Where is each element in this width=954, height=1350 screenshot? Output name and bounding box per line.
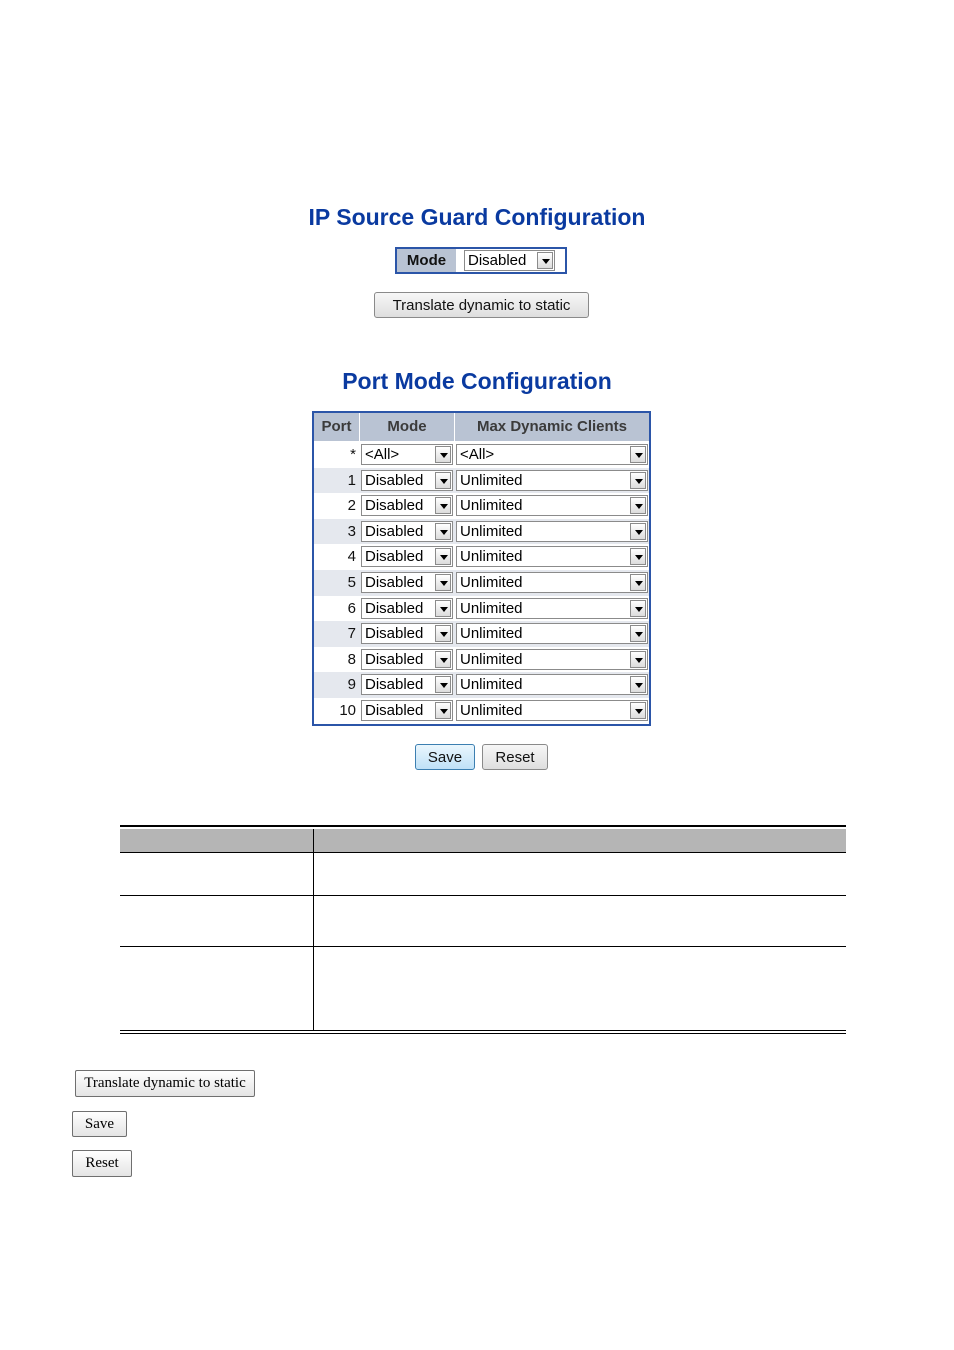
port-number: *: [350, 446, 356, 463]
port-number: 3: [347, 522, 356, 540]
max-dynamic-clients-value: Unlimited: [460, 676, 523, 694]
max-dynamic-clients-select[interactable]: [456, 546, 648, 567]
max-dynamic-clients-value: Unlimited: [460, 702, 523, 719]
chevron-down-icon: [435, 497, 451, 514]
port-mode-value: Disabled: [365, 548, 424, 566]
max-dynamic-clients-value: Unlimited: [460, 574, 523, 591]
port-mode-value: Disabled: [365, 471, 424, 489]
reset-legend-button[interactable]: Reset: [72, 1150, 132, 1177]
port-mode-value: <All>: [365, 446, 400, 463]
description-table: [120, 825, 846, 1034]
column-header-mode: Mode: [360, 413, 455, 441]
chevron-down-icon: [630, 446, 646, 463]
max-dynamic-clients-value: Unlimited: [460, 650, 523, 668]
table-row: [314, 442, 649, 468]
reset-button[interactable]: Reset: [482, 744, 548, 770]
chevron-down-icon: [435, 600, 451, 617]
port-mode-value: Disabled: [365, 650, 424, 668]
table-row: [314, 698, 649, 724]
max-dynamic-clients-select[interactable]: [456, 572, 648, 593]
table-row: [314, 672, 649, 698]
max-dynamic-clients-select[interactable]: [456, 649, 648, 670]
global-mode-value: Disabled: [468, 252, 527, 269]
chevron-down-icon: [435, 523, 451, 540]
max-dynamic-clients-select[interactable]: [456, 521, 648, 542]
port-mode-select[interactable]: [361, 649, 453, 670]
mode-label: Mode: [397, 249, 457, 272]
chevron-down-icon: [537, 252, 553, 269]
translate-dynamic-to-static-legend-button[interactable]: Translate dynamic to static: [75, 1070, 255, 1097]
chevron-down-icon: [435, 472, 451, 489]
translate-dynamic-to-static-button[interactable]: Translate dynamic to static: [374, 292, 589, 318]
table-row: [314, 621, 649, 647]
max-dynamic-clients-select[interactable]: [456, 623, 648, 644]
table-header: [314, 413, 649, 441]
max-dynamic-clients-value: Unlimited: [460, 625, 523, 643]
table-row: [314, 544, 649, 570]
port-mode-value: Disabled: [365, 625, 424, 643]
max-dynamic-clients-select[interactable]: [456, 495, 648, 516]
max-dynamic-clients-select[interactable]: [456, 470, 648, 491]
chevron-down-icon: [630, 523, 646, 540]
chevron-down-icon: [435, 676, 451, 693]
port-mode-value: Disabled: [365, 676, 424, 694]
chevron-down-icon: [435, 625, 451, 642]
port-mode-select[interactable]: [361, 546, 453, 567]
port-number: 2: [347, 497, 356, 515]
port-number: 9: [347, 676, 356, 694]
max-dynamic-clients-value: Unlimited: [460, 471, 523, 489]
chevron-down-icon: [630, 600, 646, 617]
save-legend-button[interactable]: Save: [72, 1111, 127, 1137]
port-mode-value: Disabled: [365, 574, 424, 591]
port-mode-select[interactable]: [361, 674, 453, 695]
chevron-down-icon: [630, 472, 646, 489]
max-dynamic-clients-select[interactable]: [456, 598, 648, 619]
table-row: [314, 468, 649, 494]
description-table-header: [120, 829, 846, 853]
column-header-max-dynamic-clients: Max Dynamic Clients: [476, 418, 628, 435]
chevron-down-icon: [435, 548, 451, 565]
max-dynamic-clients-value: Unlimited: [460, 522, 523, 540]
port-mode-select[interactable]: [361, 700, 453, 721]
port-mode-value: Disabled: [365, 599, 424, 617]
port-mode-value: Disabled: [365, 497, 424, 515]
max-dynamic-clients-value: Unlimited: [460, 599, 523, 617]
save-button[interactable]: Save: [415, 744, 475, 770]
table-row: [314, 519, 649, 545]
chevron-down-icon: [630, 702, 646, 719]
table-row: [314, 570, 649, 596]
port-number: 6: [347, 599, 356, 617]
port-number: 7: [347, 625, 356, 643]
column-header-port: Port: [314, 413, 360, 441]
max-dynamic-clients-select[interactable]: [456, 700, 648, 721]
max-dynamic-clients-select[interactable]: [456, 674, 648, 695]
table-row: [314, 647, 649, 673]
chevron-down-icon: [435, 651, 451, 668]
port-mode-value: Disabled: [365, 522, 424, 540]
port-mode-title: Port Mode Configuration: [342, 368, 612, 394]
port-mode-table: [312, 411, 651, 726]
chevron-down-icon: [630, 574, 646, 591]
port-mode-select[interactable]: [361, 623, 453, 644]
global-mode-box: [395, 247, 567, 274]
chevron-down-icon: [630, 651, 646, 668]
chevron-down-icon: [630, 676, 646, 693]
chevron-down-icon: [630, 497, 646, 514]
chevron-down-icon: [630, 548, 646, 565]
port-number: 1: [347, 471, 356, 489]
chevron-down-icon: [435, 446, 451, 463]
chevron-down-icon: [435, 702, 451, 719]
max-dynamic-clients-value: Unlimited: [460, 497, 523, 515]
ip-source-guard-title: IP Source Guard Configuration: [308, 204, 646, 230]
port-mode-select[interactable]: [361, 495, 453, 516]
chevron-down-icon: [630, 625, 646, 642]
max-dynamic-clients-value: Unlimited: [460, 548, 523, 566]
port-mode-select[interactable]: [361, 444, 453, 465]
chevron-down-icon: [435, 574, 451, 591]
port-number: 10: [339, 702, 356, 719]
port-number: 8: [347, 650, 356, 668]
table-row: [314, 596, 649, 622]
global-mode-select[interactable]: [464, 250, 555, 271]
port-mode-select[interactable]: [361, 598, 453, 619]
port-mode-select[interactable]: [361, 572, 453, 593]
port-number: 4: [347, 548, 356, 566]
port-mode-select[interactable]: [361, 521, 453, 542]
max-dynamic-clients-select[interactable]: [456, 444, 648, 465]
max-dynamic-clients-value: <All>: [460, 446, 495, 463]
port-mode-select[interactable]: [361, 470, 453, 491]
port-number: 5: [347, 574, 356, 591]
table-row: [314, 493, 649, 519]
port-mode-value: Disabled: [365, 702, 424, 719]
